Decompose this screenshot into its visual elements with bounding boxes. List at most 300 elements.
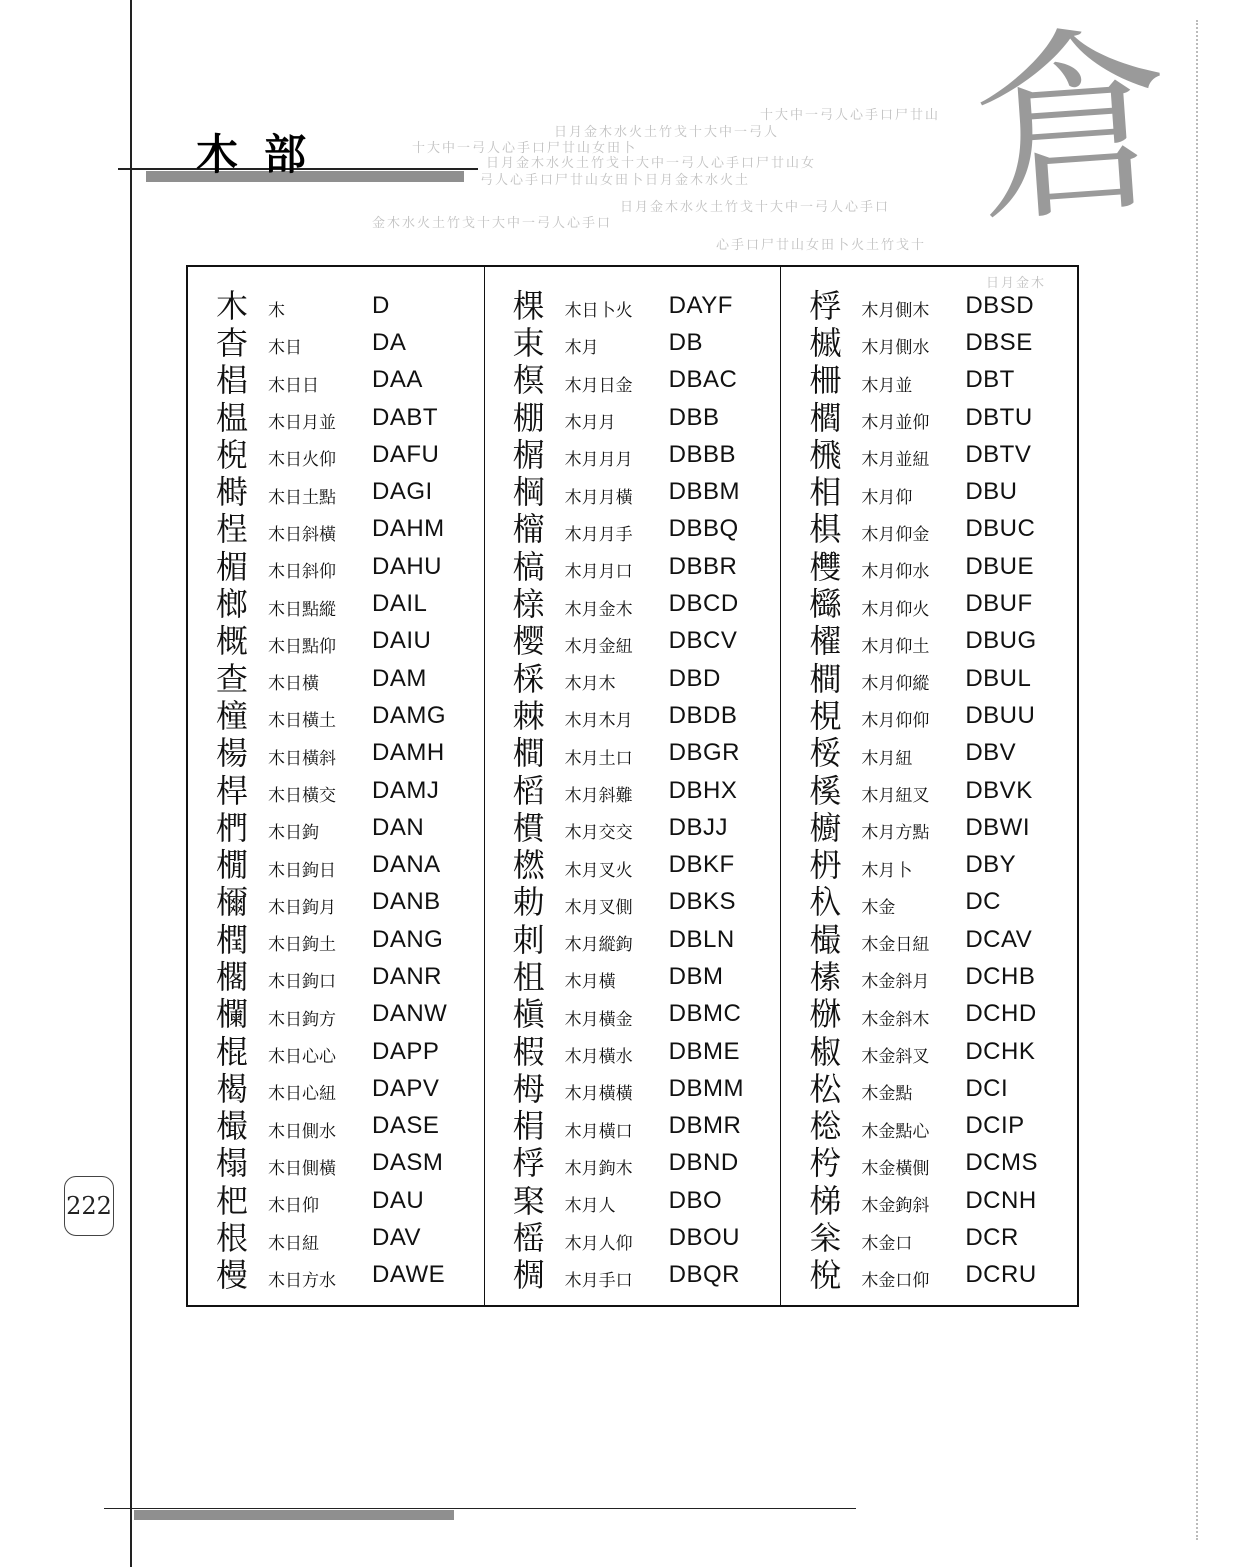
table-row	[188, 623, 484, 660]
entry-radicals: 木日月並	[268, 413, 336, 434]
table-row	[781, 809, 1077, 846]
entry-code: DBCD	[668, 590, 739, 618]
entry-radicals: 木日心心	[268, 1047, 336, 1068]
entry-radicals: 木金橫側	[861, 1158, 930, 1179]
entry-character: 榔	[216, 585, 249, 624]
entry-code: DBUG	[965, 627, 1037, 655]
entry-character: 榽	[809, 771, 842, 810]
page-number: 222	[64, 1176, 114, 1236]
entry-code: DBHX	[668, 776, 738, 804]
entry-character: 杁	[809, 883, 842, 922]
entry-character: 桿	[216, 771, 249, 810]
footer-rule	[104, 1508, 856, 1509]
table-row	[781, 1033, 1077, 1070]
table-row	[781, 846, 1077, 883]
entry-radicals: 木月仰仰	[861, 711, 930, 732]
footer-bar	[134, 1510, 454, 1520]
table-row	[485, 1070, 781, 1107]
entry-radicals: 木日鉤月	[268, 897, 336, 918]
entry-radicals: 木月人	[564, 1196, 616, 1217]
entry-radicals: 木金日紐	[861, 935, 930, 956]
entry-character: 概	[216, 622, 249, 661]
table-row	[188, 1033, 484, 1070]
entry-character: 棇	[809, 1107, 842, 1146]
entry-radicals: 木日側橫	[268, 1158, 336, 1179]
entry-character: 櫊	[216, 957, 249, 996]
entry-code: DAYF	[668, 291, 733, 319]
entry-code: DBME	[668, 1037, 741, 1065]
table-row	[781, 921, 1077, 958]
table-row	[485, 660, 781, 697]
entry-character: 椇	[809, 510, 842, 549]
entry-code: DAN	[372, 813, 425, 841]
table-row	[188, 921, 484, 958]
entry-character: 棿	[216, 435, 249, 474]
entry-character: 柤	[512, 957, 545, 996]
entry-code: DAHU	[372, 552, 443, 580]
entry-radicals: 木日斜仰	[268, 562, 336, 583]
table-row	[781, 660, 1077, 697]
entry-radicals: 木日橫斜	[268, 748, 336, 769]
table-row	[781, 362, 1077, 399]
entry-radicals: 木月土口	[564, 748, 633, 769]
entry-radicals: 木金點	[861, 1084, 913, 1105]
table-row	[188, 585, 484, 622]
entry-code: DBB	[668, 403, 720, 431]
entry-character: 棚	[512, 398, 545, 437]
table-row	[188, 324, 484, 361]
entry-character: 棵	[512, 286, 545, 325]
table-row	[781, 473, 1077, 510]
entry-code: DAMJ	[372, 776, 440, 804]
entry-radicals: 木金口仰	[861, 1270, 930, 1291]
entry-code: DBT	[965, 366, 1015, 394]
entry-code: DAIL	[372, 590, 428, 618]
entry-code: DANW	[372, 1000, 448, 1028]
entry-code: DANG	[372, 925, 444, 953]
table-row	[188, 1182, 484, 1219]
table-row	[781, 1070, 1077, 1107]
table-row	[781, 1108, 1077, 1145]
entry-character: 松	[809, 1069, 842, 1108]
entry-radicals: 木日鉤方	[268, 1009, 336, 1030]
entry-character: 樶	[216, 1107, 249, 1146]
entry-character: 楣	[216, 547, 249, 586]
table-row	[485, 697, 781, 734]
entry-character: 櫂	[809, 622, 842, 661]
entry-code: DCHD	[965, 1000, 1037, 1028]
entry-radicals: 木月人仰	[564, 1233, 633, 1254]
table-row	[188, 697, 484, 734]
entry-code: DCMS	[965, 1149, 1039, 1177]
table-row	[485, 884, 781, 921]
entry-radicals: 木金斜月	[861, 972, 930, 993]
entry-code: DBTV	[965, 440, 1032, 468]
table-row	[485, 1108, 781, 1145]
entry-radicals: 木日鉤土	[268, 935, 336, 956]
entry-radicals: 木月並仰	[861, 413, 930, 434]
entry-character: 桵	[809, 734, 842, 773]
watermark-line: 日月金木水火土竹戈十大中一弓人心手口尸廿山女	[486, 156, 817, 171]
entry-character: 槁	[512, 547, 545, 586]
entry-code: DAMH	[372, 739, 445, 767]
table-row	[781, 436, 1077, 473]
entry-code: DASM	[372, 1149, 444, 1177]
entry-radicals: 木	[268, 301, 285, 322]
table-row	[485, 436, 781, 473]
entry-character: 橍	[216, 920, 249, 959]
entry-character: 椕	[809, 995, 842, 1034]
entry-radicals: 木月日金	[564, 375, 633, 396]
entry-radicals: 木月手口	[564, 1270, 633, 1291]
entry-code: DBND	[668, 1149, 739, 1177]
entry-radicals: 木月月	[564, 413, 616, 434]
entry-code: DASE	[372, 1112, 440, 1140]
entry-radicals: 木金斜叉	[861, 1047, 930, 1068]
table-row	[781, 1145, 1077, 1182]
table-row	[188, 473, 484, 510]
entry-code: DB	[668, 328, 704, 356]
entry-character: 樱	[512, 622, 545, 661]
table-row	[188, 1108, 484, 1145]
entry-code: DBAC	[668, 366, 738, 394]
table-row	[485, 809, 781, 846]
entry-character: 榇	[512, 585, 545, 624]
entry-radicals: 木月橫口	[564, 1121, 633, 1142]
entry-radicals: 木日	[268, 338, 302, 359]
entry-radicals: 木日土點	[268, 487, 336, 508]
entry-character: 椚	[216, 808, 249, 847]
entry-code: D	[372, 291, 390, 319]
entry-radicals: 木月紐叉	[861, 786, 930, 806]
table-row	[485, 1219, 781, 1256]
entry-character: 梘	[809, 696, 842, 735]
entry-radicals: 木月金木	[564, 599, 633, 620]
entry-radicals: 木日紐	[268, 1233, 319, 1254]
table-row	[781, 958, 1077, 995]
watermark-line: 日月金木	[986, 276, 1047, 291]
entry-code: DBSE	[965, 328, 1033, 356]
entry-character: 椆	[512, 1256, 545, 1295]
entry-character: 櫩	[809, 398, 842, 437]
entry-code: DBU	[965, 478, 1018, 506]
entry-code: DBCV	[668, 627, 738, 655]
entry-code: DAMG	[372, 701, 446, 729]
entry-code: DBKS	[668, 888, 737, 916]
entry-character: 相	[809, 473, 842, 512]
entry-radicals: 木月仰火	[861, 599, 930, 620]
table-row	[485, 735, 781, 772]
entry-code: DAPP	[372, 1037, 440, 1065]
entry-code: DBBM	[668, 478, 741, 506]
table-row	[781, 585, 1077, 622]
entry-code: DBQR	[668, 1261, 741, 1289]
table-row	[188, 1257, 484, 1294]
entry-radicals: 木月側木	[861, 301, 930, 322]
entry-radicals: 木日點縱	[268, 599, 336, 620]
entry-character: 橪	[512, 846, 545, 885]
entry-radicals: 木月仰土	[861, 636, 930, 657]
entry-radicals: 木月並	[861, 375, 913, 396]
table-row	[188, 996, 484, 1033]
table-row	[188, 511, 484, 548]
entry-code: DAIU	[372, 627, 432, 655]
table-row	[781, 287, 1077, 324]
entry-character: 榅	[216, 398, 249, 437]
entry-radicals: 木月月手	[564, 524, 633, 545]
entry-character: 榣	[512, 1219, 545, 1258]
entry-radicals: 木日心紐	[268, 1084, 336, 1105]
entry-radicals: 木日橫交	[268, 786, 336, 806]
entry-code: DBMM	[668, 1074, 744, 1102]
entry-radicals: 木月交交	[564, 823, 633, 844]
entry-code: DAWE	[372, 1261, 446, 1289]
entry-character: 椙	[216, 361, 249, 400]
entry-character: 桴	[512, 1144, 545, 1183]
entry-radicals: 木月仰	[861, 487, 913, 508]
entry-code: DAFU	[372, 440, 440, 468]
entry-character: 木	[216, 286, 249, 325]
table-row	[485, 996, 781, 1033]
entry-radicals: 木月月月	[564, 450, 633, 471]
entry-character: 椵	[512, 1032, 545, 1071]
table-row	[188, 287, 484, 324]
entry-code: DCHK	[965, 1037, 1036, 1065]
entry-code: DABT	[372, 403, 439, 431]
table-row	[781, 1219, 1077, 1256]
entry-character: 橌	[216, 846, 249, 885]
entry-radicals: 木月斜難	[564, 786, 633, 806]
entry-radicals: 木月橫橫	[564, 1084, 633, 1105]
entry-character: 棡	[512, 473, 545, 512]
entry-character: 樌	[512, 808, 545, 847]
table-row	[485, 473, 781, 510]
entry-radicals: 木月紐	[861, 748, 913, 769]
left-margin-line	[130, 0, 132, 1567]
entry-character: 楊	[216, 734, 249, 773]
entry-character: 束	[512, 323, 545, 362]
entry-character: 橦	[216, 696, 249, 735]
entry-code: DBMC	[668, 1000, 742, 1028]
entry-code: DBLN	[668, 925, 735, 953]
entry-radicals: 木月方點	[861, 823, 930, 844]
table-row	[781, 735, 1077, 772]
entry-code: DAA	[372, 366, 423, 394]
entry-character: 榡	[809, 957, 842, 996]
entry-character: 槄	[512, 771, 545, 810]
table-row	[781, 996, 1077, 1033]
entry-code: DA	[372, 328, 407, 356]
section-title: 木部	[196, 130, 333, 179]
entry-character: 枍	[809, 1144, 842, 1183]
entry-code: DANA	[372, 851, 441, 879]
table-row	[188, 548, 484, 585]
table-row	[485, 772, 781, 809]
entry-character: 樶	[809, 920, 842, 959]
entry-radicals: 木月仰金	[861, 524, 930, 545]
code-table	[186, 265, 1079, 1307]
entry-code: DBD	[668, 664, 721, 692]
entry-code: DBV	[965, 739, 1017, 767]
table-row	[188, 735, 484, 772]
entry-radicals: 木月木	[564, 674, 616, 695]
entry-code: DAGI	[372, 478, 433, 506]
entry-code: DC	[965, 888, 1002, 916]
table-row	[188, 958, 484, 995]
table-row	[485, 1033, 781, 1070]
entry-radicals: 木日斜橫	[268, 524, 336, 545]
entry-code: DBJJ	[668, 813, 729, 841]
entry-code: DAM	[372, 664, 427, 692]
table-row	[781, 324, 1077, 361]
entry-radicals: 木日鉤	[268, 823, 319, 844]
entry-code: DANB	[372, 888, 441, 916]
entry-character: 槭	[809, 323, 842, 362]
entry-code: DBUL	[965, 664, 1032, 692]
entry-character: 椒	[809, 1032, 842, 1071]
table-row	[485, 846, 781, 883]
entry-code: DBUF	[965, 590, 1033, 618]
table-row	[188, 362, 484, 399]
entry-code: DCNH	[965, 1186, 1037, 1214]
entry-character: 勅	[512, 883, 545, 922]
entry-character: 欄	[216, 995, 249, 1034]
entry-code: DBBB	[668, 440, 737, 468]
entry-character: 梯	[809, 1181, 842, 1220]
entry-radicals: 木月卜	[861, 860, 913, 881]
entry-code: DBBR	[668, 552, 738, 580]
entry-radicals: 木月月口	[564, 562, 633, 583]
entry-radicals: 木月縱鉤	[564, 935, 633, 956]
entry-radicals: 木日橫	[268, 674, 319, 695]
entry-character: 櫾	[809, 585, 842, 624]
table-row	[781, 511, 1077, 548]
entry-radicals: 木金口	[861, 1233, 913, 1254]
entry-radicals: 木日卜火	[564, 301, 633, 322]
entry-code: DAHM	[372, 515, 445, 543]
watermark-line: 日月金木水火土竹戈十大中一弓人心手口	[620, 200, 891, 215]
entry-code: DBO	[668, 1186, 723, 1214]
entry-radicals: 木金點心	[861, 1121, 930, 1142]
table-row	[188, 1070, 484, 1107]
entry-code: DAU	[372, 1186, 425, 1214]
table-row	[188, 436, 484, 473]
entry-code: DBGR	[668, 739, 741, 767]
entry-character: 櫥	[809, 808, 842, 847]
table-row	[188, 399, 484, 436]
entry-code: DCRU	[965, 1261, 1037, 1289]
entry-character: 橺	[512, 734, 545, 773]
entry-radicals: 木日仰	[268, 1196, 319, 1217]
table-row	[485, 287, 781, 324]
entry-radicals: 木月仰水	[861, 562, 930, 583]
watermark-line: 日月金木水火土竹戈十大中一弓人	[554, 125, 780, 140]
table-row	[781, 1182, 1077, 1219]
entry-radicals: 木金鉤斜	[861, 1196, 930, 1217]
table-row	[781, 548, 1077, 585]
entry-radicals: 木日方水	[268, 1270, 336, 1291]
table-row	[485, 921, 781, 958]
entry-character: 槇	[512, 995, 545, 1034]
table-row	[188, 809, 484, 846]
table-row	[485, 1257, 781, 1294]
table-row	[485, 1182, 781, 1219]
entry-code: DBUC	[965, 515, 1036, 543]
entry-code: DBTU	[965, 403, 1033, 431]
entry-character: 桴	[809, 286, 842, 325]
entry-radicals: 木月側水	[861, 338, 930, 359]
entry-character: 柵	[809, 361, 842, 400]
entry-radicals: 木月並紐	[861, 450, 930, 471]
entry-radicals: 木日鉤日	[268, 860, 336, 881]
entry-radicals: 木月	[564, 338, 599, 359]
entry-code: DBM	[668, 962, 724, 990]
table-row	[781, 697, 1077, 734]
entry-code: DBUU	[965, 701, 1036, 729]
entry-character: 桯	[216, 510, 249, 549]
entry-radicals: 木月橫	[564, 972, 616, 993]
entry-radicals: 木日日	[268, 375, 319, 396]
entry-character: 槾	[216, 1256, 249, 1295]
entry-code: DBVK	[965, 776, 1033, 804]
entry-code: DBDB	[668, 701, 738, 729]
entry-code: DAV	[372, 1224, 422, 1252]
table-row	[485, 958, 781, 995]
entry-character: 棍	[216, 1032, 249, 1071]
table-column	[188, 267, 485, 1305]
entry-radicals: 木月橫水	[564, 1047, 633, 1068]
table-row	[188, 884, 484, 921]
entry-code: DBOU	[668, 1224, 741, 1252]
entry-code: DBBQ	[668, 515, 739, 543]
table-row	[781, 399, 1077, 436]
table-row	[781, 1257, 1077, 1294]
watermark-line: 心手口尸廿山女田卜火土竹戈十	[716, 238, 927, 253]
entry-character: 榍	[512, 435, 545, 474]
entry-character: 榯	[216, 473, 249, 512]
entry-code: DBWI	[965, 813, 1031, 841]
table-row	[485, 585, 781, 622]
entry-character: 枬	[809, 846, 842, 885]
entry-code: DBUE	[965, 552, 1035, 580]
entry-character: 棘	[512, 696, 545, 735]
entry-radicals: 木金	[861, 897, 896, 918]
entry-code: DAPV	[372, 1074, 440, 1102]
entry-character: 檷	[216, 883, 249, 922]
entry-character: 橣	[512, 510, 545, 549]
entry-radicals: 木月仰縱	[861, 674, 930, 695]
entry-code: DBMR	[668, 1112, 742, 1140]
table-row	[188, 772, 484, 809]
entry-character: 枀	[809, 1219, 842, 1258]
cangjie-logo: 倉	[966, 5, 1183, 252]
entry-code: DCI	[965, 1074, 1009, 1102]
entry-code: DCR	[965, 1224, 1019, 1252]
entry-radicals: 木月叉火	[564, 860, 633, 881]
entry-code: DCIP	[965, 1112, 1025, 1140]
table-row	[485, 548, 781, 585]
entry-radicals: 木日橫土	[268, 711, 336, 732]
entry-radicals: 木月叉側	[564, 897, 633, 918]
watermark-line: 十大中一弓人心手口尸廿山	[760, 108, 941, 123]
entry-character: 杷	[216, 1181, 249, 1220]
table-row	[781, 884, 1077, 921]
entry-character: 杳	[216, 323, 249, 362]
entry-radicals: 木日側水	[268, 1121, 336, 1142]
entry-code: DBKF	[668, 851, 735, 879]
entry-code: DCAV	[965, 925, 1033, 953]
entry-character: 榻	[216, 1144, 249, 1183]
